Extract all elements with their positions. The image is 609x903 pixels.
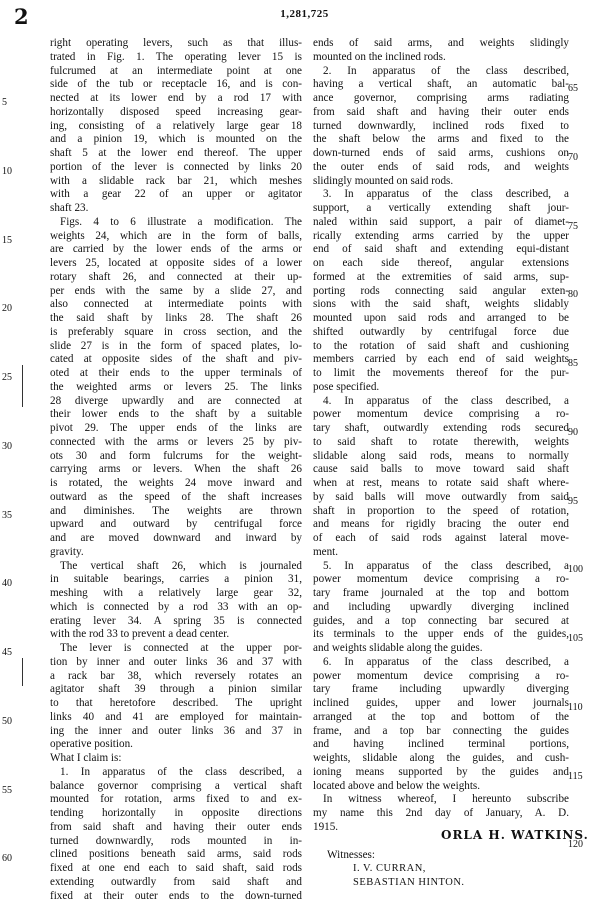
right-text-column	[313, 37, 569, 835]
text-line: are carried by the lower ends of the arms or	[50, 243, 302, 257]
line-number: 10	[2, 165, 12, 179]
text-line: side of the tub or receptacle 16, and is con-	[50, 78, 302, 92]
text-line: a rack bar 38, which reversely rotates an	[50, 670, 302, 684]
text-line: their lower ends to the shaft by a suitable	[50, 408, 302, 422]
text-line: and including upwardly diverging inclined	[313, 601, 569, 615]
text-line: porting rods connecting said angular exten-	[313, 285, 569, 299]
text-line: pivot 29. The upper ends of the links are	[50, 422, 302, 436]
text-line: cause said balls to move toward said shaft	[313, 463, 569, 477]
text-line: naled within said support, a pair of diamet-	[313, 216, 569, 230]
text-line: which is connected by a rod 33 with an op-	[50, 601, 302, 615]
line-number: 85	[568, 357, 578, 371]
line-number: 60	[2, 852, 12, 866]
text-line: weights 24, which are in the form of balls,	[50, 230, 302, 244]
text-line: is rotated, the weights 24 move inward and	[50, 477, 302, 491]
line-number: 90	[568, 426, 578, 440]
text-line: fixed at their outer ends to the down-turned	[50, 890, 302, 903]
text-line: 1. In apparatus of the class described, a	[50, 766, 302, 780]
line-number: 55	[2, 784, 12, 798]
text-line: clined positions beneath said arms, said rods	[50, 848, 302, 862]
text-line: ioning means supported by the guides and	[313, 766, 569, 780]
line-number: 25	[2, 371, 12, 385]
text-line: in suitable bearings, carries a pinion 31,	[50, 573, 302, 587]
text-line: tary frame journaled at the top and bottom	[313, 587, 569, 601]
text-line: rotary shaft 26, and connected at their up-	[50, 271, 302, 285]
line-number: 115	[568, 770, 583, 784]
text-line: meshing with a relatively large gear 32,	[50, 587, 302, 601]
text-line: extending outwardly from said shaft and	[50, 876, 302, 890]
text-line: its terminals to the upper ends of the guides,	[313, 628, 569, 642]
text-line: power momentum device comprising a ro-	[313, 408, 569, 422]
text-line: slidingly mounted on said rods.	[313, 175, 569, 189]
text-line: nected at its lower end by a rod 17 with	[50, 92, 302, 106]
text-line: down-turned ends of said arms, cushions on	[313, 147, 569, 161]
left-text-column	[50, 37, 302, 903]
text-line: horizontally disposed speed increasing gear-	[50, 106, 302, 120]
line-number: 35	[2, 509, 12, 523]
text-line: rically extending arms carried by the upper	[313, 230, 569, 244]
text-line: 3. In apparatus of the class described, a	[313, 188, 569, 202]
inventor-signature: ORLA H. WATKINS.	[441, 828, 589, 842]
text-line: oted at their ends to the upper terminals of	[50, 367, 302, 381]
text-line: ance governor, comprising arms radiating	[313, 92, 569, 106]
text-line: and having inclined terminal portions,	[313, 738, 569, 752]
text-line: portion of the lever is connected by links 20	[50, 161, 302, 175]
text-line: with a gear 22 of an upper or agitator	[50, 188, 302, 202]
text-line: sions with the said shaft, weights slidably	[313, 298, 569, 312]
text-line: 2. In apparatus of the class described,	[313, 65, 569, 79]
text-line: with the rod 33 to prevent a dead center.	[50, 628, 302, 642]
text-line: shaft in proportion to the speed of rotation,	[313, 505, 569, 519]
text-line: 6. In apparatus of the class described, a	[313, 656, 569, 670]
text-line: 5. In apparatus of the class described, a	[313, 560, 569, 574]
text-line: carrying arms or levers. When the shaft 26	[50, 463, 302, 477]
text-line: and are moved downward and inward by	[50, 532, 302, 546]
text-line: the outer ends of said rods, and weights	[313, 161, 569, 175]
text-line: per ends with the same by a slide 27, and	[50, 285, 302, 299]
text-line: mounted on the inclined rods.	[313, 51, 569, 65]
text-line: upward and outward by centrifugal force	[50, 518, 302, 532]
text-line: pose specified.	[313, 381, 569, 395]
line-number: 75	[568, 220, 578, 234]
text-line: 28 diverge upwardly and are connected at	[50, 395, 302, 409]
text-line: ots 30 and form fulcrums for the weight-	[50, 450, 302, 464]
text-line: arranged at the top and bottom of the	[313, 711, 569, 725]
text-line: The lever is connected at the upper por-	[50, 642, 302, 656]
text-line: formed at the extremities of said arms, sup-	[313, 271, 569, 285]
text-line: my name this 2nd day of January, A. D.	[313, 807, 569, 821]
patent-number: 1,281,725	[0, 8, 609, 20]
text-line: of each of said rods against lateral move-	[313, 532, 569, 546]
text-line: ends of said arms, and weights slidingly	[313, 37, 569, 51]
text-line: and means for rigidly bracing the outer end	[313, 518, 569, 532]
text-line: end of said shaft and extending equi-distant	[313, 243, 569, 257]
line-number: 70	[568, 151, 578, 165]
text-line: guides, and a top connecting bar secured at	[313, 615, 569, 629]
text-line: In witness whereof, I hereunto subscribe	[313, 793, 569, 807]
text-line: on each side thereof, angular extensions	[313, 257, 569, 271]
line-number: 40	[2, 577, 12, 591]
text-line: outward as the speed of the shaft increases	[50, 491, 302, 505]
text-line: and a pinion 19, which is mounted on the	[50, 133, 302, 147]
text-line: tary shaft, outwardly extending rods secured	[313, 422, 569, 436]
line-number: 95	[568, 495, 578, 509]
text-line: ment.	[313, 546, 569, 560]
text-line: to that heretofore described. The upright	[50, 697, 302, 711]
text-line: members carried by each end of said weights	[313, 353, 569, 367]
text-line: mounted for rotation, arms fixed to and ex-	[50, 793, 302, 807]
text-line: weights, slidable along the guides, and cush-	[313, 752, 569, 766]
line-number: 50	[2, 715, 12, 729]
text-line: 1915.	[313, 821, 569, 835]
text-line: shaft 23.	[50, 202, 302, 216]
line-number: 100	[568, 563, 583, 577]
text-line: from said shaft and having their outer ends	[50, 821, 302, 835]
text-line: mounted upon said rods and arranged to be	[313, 312, 569, 326]
text-line: ing, consisting of a relatively large gear 18	[50, 120, 302, 134]
text-line: 4. In apparatus of the class described, a	[313, 395, 569, 409]
text-line: Figs. 4 to 6 illustrate a modification. The	[50, 216, 302, 230]
page-number: 2	[14, 4, 29, 29]
text-line: inclined guides, upper and lower journals	[313, 697, 569, 711]
text-line: the weighted arms or levers 25. The links	[50, 381, 302, 395]
line-number: 20	[2, 302, 12, 316]
margin-bracket-mark	[22, 658, 23, 686]
text-line: The vertical shaft 26, which is journaled	[50, 560, 302, 574]
text-line: levers 25, located at opposite sides of a lower	[50, 257, 302, 271]
text-line: also connected at intermediate points with	[50, 298, 302, 312]
text-line: slidable along said rods, means to normally	[313, 450, 569, 464]
text-line: power momentum device comprising a ro-	[313, 670, 569, 684]
text-line: support, a vertically extending shaft jour-	[313, 202, 569, 216]
text-line: turned downwardly, rods mounted in in-	[50, 835, 302, 849]
text-line: having a vertical shaft, an automatic bal-	[313, 78, 569, 92]
text-line: to the rotation of said shaft and cushioning	[313, 340, 569, 354]
line-number: 15	[2, 234, 12, 248]
text-line: power momentum device comprising a ro-	[313, 573, 569, 587]
line-number: 110	[568, 701, 583, 715]
text-line: ing the inner and outer links 36 and 37 in	[50, 725, 302, 739]
line-number: 105	[568, 632, 583, 646]
line-number: 30	[2, 440, 12, 454]
text-line: trated in Fig. 1. The operating lever 15 is	[50, 51, 302, 65]
text-line: from said shaft and having their outer ends	[313, 106, 569, 120]
text-line: turned downwardly, inclined rods fixed to	[313, 120, 569, 134]
line-number: 5	[2, 96, 7, 110]
text-line: tending horizontally in opposite directions	[50, 807, 302, 821]
text-line: agitator shaft 39 through a pinion similar	[50, 683, 302, 697]
text-line: balance governor comprising a vertical shaft	[50, 780, 302, 794]
text-line: links 40 and 41 are employed for maintain-	[50, 711, 302, 725]
text-line: fulcrumed at an intermediate point at one	[50, 65, 302, 79]
text-line: the shaft below the arms and fixed to the	[313, 133, 569, 147]
line-number: 45	[2, 646, 12, 660]
text-line: to limit the movements thereof for the pur-	[313, 367, 569, 381]
text-line: operative position.	[50, 738, 302, 752]
text-line: shifted outwardly by centrifugal force due	[313, 326, 569, 340]
text-line: right operating levers, such as that illus-	[50, 37, 302, 51]
text-line: to said shaft to rotate therewith, weights	[313, 436, 569, 450]
text-line: slide 27 is in the form of spaced plates, lo-	[50, 340, 302, 354]
text-line: and diminishes. The weights are thrown	[50, 505, 302, 519]
witness-name: I. V. CURRAN,	[353, 863, 426, 874]
text-line: tion by inner and outer links 36 and 37 with	[50, 656, 302, 670]
line-number: 120	[568, 838, 583, 852]
text-line: erating lever 34. A spring 35 is connected	[50, 615, 302, 629]
text-line: gravity.	[50, 546, 302, 560]
text-line: and weights slidable along the guides.	[313, 642, 569, 656]
text-line: is preferably square in cross section, and the	[50, 326, 302, 340]
text-line: frame, and a top bar connecting the guides	[313, 725, 569, 739]
text-line: What I claim is:	[50, 752, 302, 766]
text-line: fixed at one end each to said shaft, said rods	[50, 862, 302, 876]
text-line: connected with the arms or levers 25 by piv-	[50, 436, 302, 450]
witnesses-label: Witnesses:	[327, 849, 375, 861]
text-line: cated at opposite sides of the shaft and piv-	[50, 353, 302, 367]
text-line: the said shaft by links 28. The shaft 26	[50, 312, 302, 326]
text-line: by said balls will move outwardly from said	[313, 491, 569, 505]
line-number: 65	[568, 82, 578, 96]
line-number: 80	[568, 288, 578, 302]
text-line: when at rest, means to rotate said shaft where-	[313, 477, 569, 491]
text-line: with a slidable rack bar 21, which meshes	[50, 175, 302, 189]
witness-name: SEBASTIAN HINTON.	[353, 877, 465, 888]
text-line: shaft 5 at the lower end thereof. The upper	[50, 147, 302, 161]
text-line: tary frame including upwardly diverging	[313, 683, 569, 697]
margin-bracket-mark	[22, 365, 23, 407]
text-line: located above and below the weights.	[313, 780, 569, 794]
